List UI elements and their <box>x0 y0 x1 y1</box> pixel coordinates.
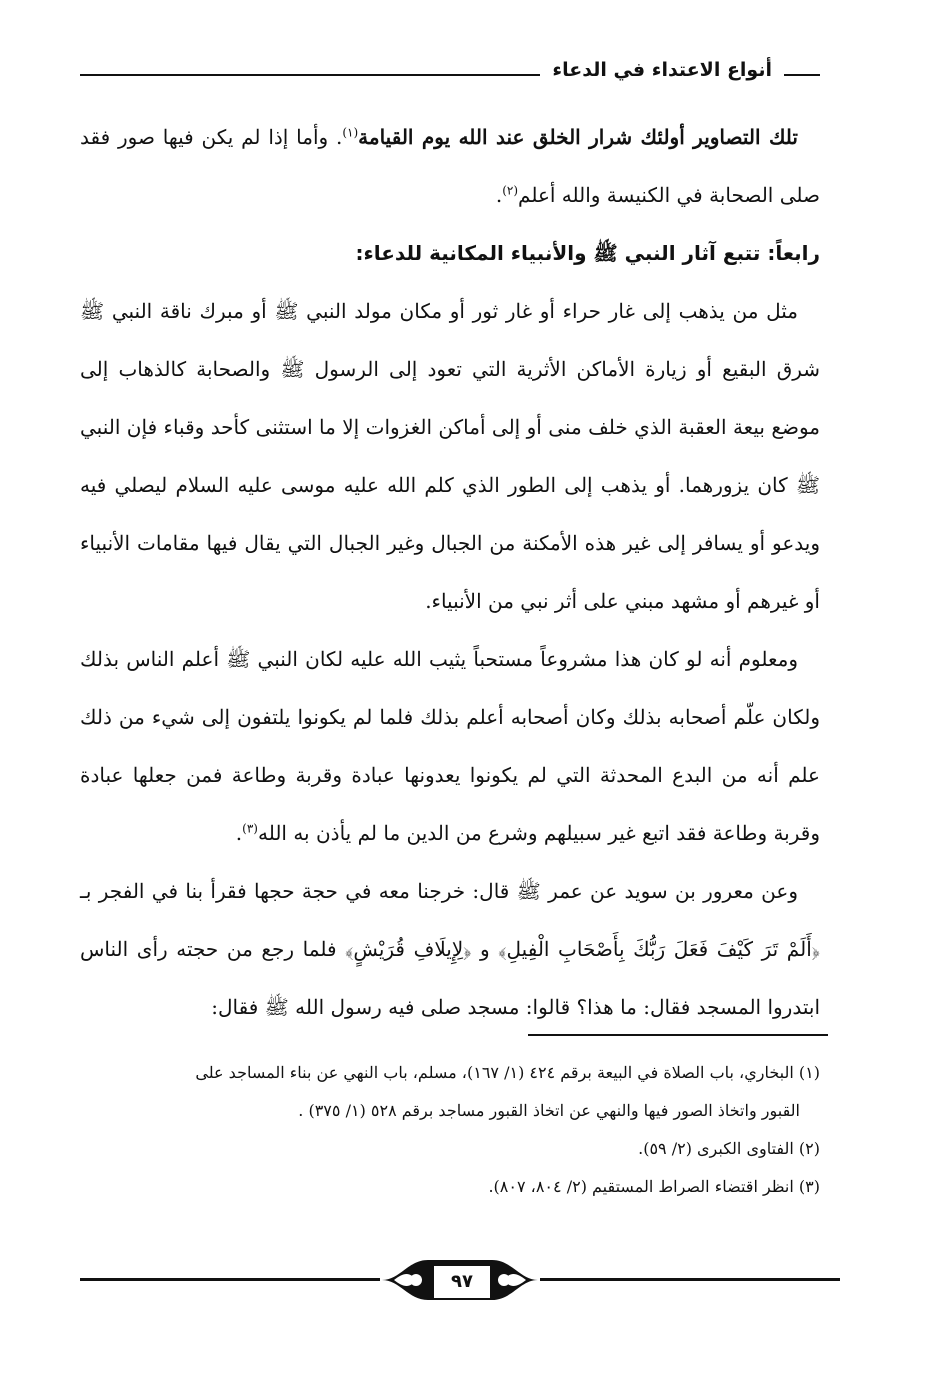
footnote-3: (٣) انظر اقتضاء الصراط المستقيم (٢/ ٨٠٤، ٨٠٧). <box>488 1177 820 1196</box>
paragraph-3-end: . <box>235 821 243 845</box>
footer-rule-left <box>80 1278 380 1281</box>
paragraph-3-text: ومعلوم أنه لو كان هذا مشروعاً مستحباً يثيب الله عليه لكان النبي ﷺ أعلم الناس بذلك ولكان علّم أصحابه بذلك وكان أصحابه أعلم بذلك فلما لم يكونوا يلتفون إلى شيء من ذلك علم أنه من البدع المحدثة التي لم يكونوا يعدونها عبادة وقربة وطاعة فمن جعلها عبادة وقربة وطاعة فقد اتبع غير سبيلهم وشرع من الدين ما لم يأذن به الله <box>80 647 820 845</box>
footnote-ref-2: (٢) <box>502 183 519 198</box>
header-rule-left <box>80 74 540 76</box>
footnote-separator <box>528 1034 828 1036</box>
paragraph-4: وعن معرور بن سويد عن عمر ﷺ قال: خرجنا معه في حجة حجها فقرأ بنا في الفجر بـ ﴿أَلَمْ تَرَ كَيْفَ فَعَلَ رَبُّكَ بِأَصْحَابِ الْفِيلِ﴾ و ﴿لِإِيلَافِ قُرَيْشٍ﴾ فلما رجع من حجته رأى الناس ابتدروا المسجد فقال: ما هذا؟ قالوا: مسجد صلى فيه رسول الله ﷺ فقال: <box>80 879 820 1019</box>
footnote-1-line-2: القبور واتخاذ الصور فيها والنهي عن اتخاذ القبور مساجد برقم ٥٢٨ (١/ ٣٧٥) . <box>298 1101 800 1120</box>
paragraph-2: مثل من يذهب إلى غار حراء أو غار ثور أو مكان مولد النبي ﷺ أو مبرك ناقة النبي ﷺ شرق البقيع أو زيارة الأماكن الأثرية التي تعود إلى الرسول ﷺ والصحابة كالذهاب إلى موضع بيعة العقبة الذي خلف منى أو إلى أماكن الغزوات إلا ما استثنى كأحد وقباء فإن النبي ﷺ كان يزورهما. أو يذهب إلى الطور الذي كلم الله عليه موسى عليه السلام ليصلي فيه ويدعو أو يسافر إلى غير هذه الأمكنة من الجبال وغير الجبال التي يقال فيها مقامات الأنبياء أو غيرهم أو مشهد مبني على أثر نبي من الأنبياء. <box>80 299 820 613</box>
page-footer <box>80 1248 840 1312</box>
footnote-2: (٢) الفتاوى الكبرى (٢/ ٥٩). <box>638 1139 820 1158</box>
paragraph-3 <box>80 630 820 862</box>
footnote-1-line-1: (١) البخاري، باب الصلاة في البيعة برقم ٤٢٤ (١/ ١٦٧)، مسلم، باب النهي عن بناء المساجد على <box>195 1063 820 1082</box>
main-text <box>80 108 820 1036</box>
footer-rule-right <box>540 1278 840 1281</box>
paragraph-1-text: . وأما إذا لم يكن فيها صور فقد صلى الصحابة في الكنيسة والله أعلم <box>80 125 820 207</box>
page-number: ٩٧ <box>432 1264 492 1300</box>
running-header <box>80 56 820 96</box>
footnote-ref-1: (١) <box>342 125 359 140</box>
running-title: أنواع الاعتداء في الدعاء <box>552 59 772 81</box>
footnote-ref-3: (٣) <box>242 821 258 836</box>
section-heading: رابعاً: تتبع آثار النبي ﷺ والأنبياء المكانية للدعاء: <box>355 241 820 265</box>
paragraph-1 <box>80 108 820 224</box>
header-rule-right <box>784 74 820 76</box>
footnotes <box>80 1054 820 1206</box>
paragraph-1-bold-text: تلك التصاوير أولئك شرار الخلق عند الله يوم القيامة <box>358 125 798 149</box>
paragraph-1-end: . <box>495 183 503 207</box>
